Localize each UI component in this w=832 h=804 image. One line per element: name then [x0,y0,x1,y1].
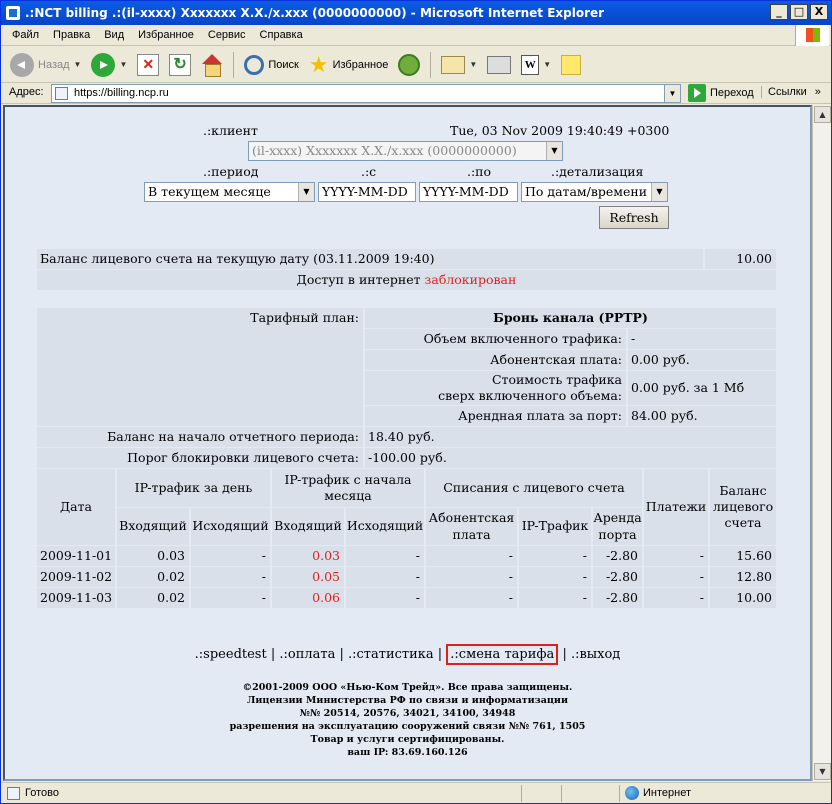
header-port: Аренда порта [593,508,642,545]
start-balance-value: 18.40 руб. [365,427,776,447]
windows-logo-icon [795,25,829,46]
row-month-out: - [346,567,424,587]
zone-text: Интернет [643,787,691,799]
header-month-traffic: IP-трафик с начала месяца [272,469,424,507]
go-button[interactable] [688,84,754,102]
back-button[interactable] [7,50,84,80]
address-input[interactable] [51,84,681,103]
chevron-down-icon[interactable]: ▼ [298,183,314,201]
link-separator: | [437,647,443,662]
menu-file[interactable]: Файл [12,29,40,41]
row-ip-traffic: - [519,588,591,608]
refresh-button[interactable] [166,50,194,80]
tariff-plan-value: Бронь канала (PPTP) [365,308,776,328]
chevron-down-icon: ▼ [546,142,562,160]
row-payments: - [644,588,708,608]
header-fee: Абонентская плата [426,508,517,545]
access-label: Доступ в интернет [296,271,425,287]
period-label: .:период [203,164,259,179]
scroll-up-icon[interactable]: ▲ [814,106,831,123]
search-label: Поиск [268,58,299,71]
footer-nav [5,647,810,662]
copyright-block [5,681,810,759]
internet-access-row [37,270,776,290]
client-select [248,141,563,161]
date-from-input[interactable]: YYYY-MM-DD [318,182,416,202]
copyright-line: ©2001-2009 ООО «Нью-Ком Трейд». Все права защищены. [242,682,573,693]
row-month-out: - [346,588,424,608]
header-date: Дата [37,469,115,545]
header-day-traffic: IP-трафик за день [117,469,270,507]
header-balance: Баланс лицевого счета [710,469,776,545]
header-charges: Списания с лицевого счета [426,469,642,507]
menu-bar [1,25,831,46]
vertical-scrollbar[interactable] [812,105,831,781]
row-month-in: 0.03 [272,546,344,566]
row-fee: - [426,546,517,566]
status-divider [521,785,522,802]
chevron-down-icon[interactable]: ▼ [651,183,667,201]
row-balance: 10.00 [710,588,776,608]
home-button[interactable] [198,50,226,80]
row-date: 2009-11-02 [37,567,115,587]
toolbar-separator [430,52,431,78]
overtraffic-label [365,371,626,405]
go-label: Переход [710,87,754,99]
detail-select[interactable] [521,182,668,202]
minimize-button[interactable]: _ [770,4,788,20]
address-bar [1,83,831,104]
chevron-down-icon[interactable]: ▼ [73,60,82,69]
home-icon [201,54,223,76]
row-ip-traffic: - [519,567,591,587]
page-viewport [3,105,812,781]
permits-line: разрешения на эксплуатацию сооружений связи №№ 761, 1505 [229,721,586,732]
license-numbers: №№ 20514, 20576, 34021, 34100, 34948 [299,708,516,719]
mail-icon [441,56,465,74]
link-statistics[interactable]: .:статистика [348,647,434,662]
detail-select-value: По датам/времени [525,184,648,199]
links-button[interactable]: Ссылки » [761,86,821,98]
from-label: .:с [361,164,377,179]
header-payments: Платежи [644,469,708,545]
access-status: заблокирован [424,271,517,287]
menu-view[interactable]: Вид [104,29,125,41]
stop-icon [137,54,159,76]
internet-zone-icon [625,786,639,800]
notes-button[interactable] [558,50,584,80]
overtraffic-label-line1: Стоимость трафика [491,371,622,387]
row-day-out: - [191,546,270,566]
history-button[interactable] [395,50,423,80]
page-icon [55,87,68,100]
chevron-down-icon[interactable]: ▼ [543,60,552,69]
address-url: https://billing.ncp.ru [74,87,169,99]
row-date: 2009-11-01 [37,546,115,566]
favorites-button[interactable] [306,50,391,80]
print-button[interactable] [484,50,514,80]
block-threshold-value: -100.00 руб. [365,448,776,468]
toolbar-separator [233,52,234,78]
start-balance-label: Баланс на начало отчетного периода: [37,427,363,447]
tariff-plan-label: Тарифный план: [250,309,359,325]
license-line: Лицензии Министерства РФ по связи и информатизации [246,695,569,706]
row-port: -2.80 [593,546,642,566]
row-day-in: 0.02 [117,588,189,608]
status-divider [619,785,620,802]
period-select-value: В текущем месяце [148,184,271,199]
window-title: .:NCT billing .:(il-xxxx) Xxxxxxx X.X./x.xxx (0000000000) - Microsoft Internet Explorer [25,6,605,20]
link-payment[interactable]: .:оплата [279,647,336,662]
subscription-fee-value: 0.00 руб. [628,350,776,370]
balance-value: 10.00 [705,249,776,269]
scroll-down-icon[interactable]: ▼ [814,763,831,780]
overtraffic-label-line2: сверх включенного объема: [438,388,622,403]
back-label: Назад [38,58,70,71]
row-port: -2.80 [593,567,642,587]
star-icon: ★ [308,51,329,77]
row-fee: - [426,567,517,587]
go-arrow-icon [688,84,706,102]
menu-favorites[interactable]: Избранное [138,29,194,41]
row-balance: 12.80 [710,567,776,587]
row-date: 2009-11-03 [37,588,115,608]
detail-label: .:детализация [551,164,644,179]
close-button[interactable]: X [810,4,828,20]
client-label: .:клиент [203,123,258,138]
row-month-in: 0.06 [272,588,344,608]
ie-icon [6,6,20,20]
menu-tools[interactable]: Сервис [207,29,246,41]
toolbar [1,47,831,83]
link-separator: | [270,647,276,662]
subscription-fee-label: Абонентская плата: [365,350,626,370]
chevron-down-icon[interactable]: ▼ [469,60,478,69]
row-payments: - [644,546,708,566]
header-day-in: Входящий [117,508,189,545]
back-arrow-icon [10,53,34,77]
date-to-input[interactable]: YYYY-MM-DD [419,182,518,202]
header-month-out: Исходящий [346,508,424,545]
forward-arrow-icon [91,53,115,77]
link-change-tariff[interactable]: .:смена тарифа [446,644,558,665]
maximize-button[interactable]: □ [790,4,808,20]
printer-icon [487,56,511,74]
balance-label: Баланс лицевого счета на текущую дату (03.11.2009 19:40) [37,249,703,269]
header-day-out: Исходящий [191,508,270,545]
overtraffic-value: 0.00 руб. за 1 Мб [628,371,776,405]
row-day-out: - [191,588,270,608]
note-icon [561,55,581,75]
menu-help[interactable]: Справка [259,29,303,41]
refresh-button[interactable]: Refresh [599,206,669,229]
row-ip-traffic: - [519,546,591,566]
row-day-in: 0.03 [117,546,189,566]
chevron-down-icon[interactable]: ▼ [119,60,128,69]
status-text: Готово [25,787,59,799]
included-traffic-value: - [628,329,776,349]
row-port: -2.80 [593,588,642,608]
menu-edit[interactable]: Правка [53,29,91,41]
row-balance: 15.60 [710,546,776,566]
status-divider [561,785,562,802]
forward-button[interactable] [88,50,130,80]
search-icon [244,55,264,75]
row-payments: - [644,567,708,587]
period-select[interactable] [144,182,315,202]
row-day-in: 0.02 [117,567,189,587]
to-label: .:по [467,164,492,179]
link-speedtest[interactable]: .:speedtest [194,647,267,662]
included-traffic-label: Объем включенного трафика: [365,329,626,349]
row-month-in: 0.05 [272,567,344,587]
link-logout[interactable]: .:выход [570,647,621,662]
address-label: Адрес: [9,86,44,98]
chevron-down-icon[interactable]: ▼ [664,85,680,102]
billing-page [5,107,810,779]
row-fee: - [426,588,517,608]
page-icon [7,787,20,800]
header-month-in: Входящий [272,508,344,545]
block-threshold-label: Порог блокировки лицевого счета: [37,448,363,468]
title-bar [1,1,831,25]
history-icon [398,54,420,76]
search-button[interactable] [241,50,301,80]
refresh-icon [169,54,191,76]
client-select-value: (il-xxxx) Xxxxxxx X.X./x.xxx (0000000000) [252,143,517,158]
port-rent-label: Арендная плата за порт: [365,406,626,426]
current-datetime: Tue, 03 Nov 2009 19:40:49 +0300 [450,123,670,138]
port-rent-value: 84.00 руб. [628,406,776,426]
row-day-out: - [191,567,270,587]
certified-line: Товар и услуги сертифицированы. [310,734,505,745]
your-ip: ваш IP: 83.69.160.126 [347,747,468,758]
status-bar [1,782,831,803]
link-separator: | [562,647,567,662]
edit-button[interactable] [518,50,554,80]
stop-button[interactable] [134,50,162,80]
favorites-label: Избранное [332,58,389,71]
word-icon: W [521,55,539,75]
header-ip-traffic: IP-Трафик [519,508,591,545]
row-month-out: - [346,546,424,566]
link-separator: | [339,647,344,662]
mail-button[interactable] [438,50,480,80]
